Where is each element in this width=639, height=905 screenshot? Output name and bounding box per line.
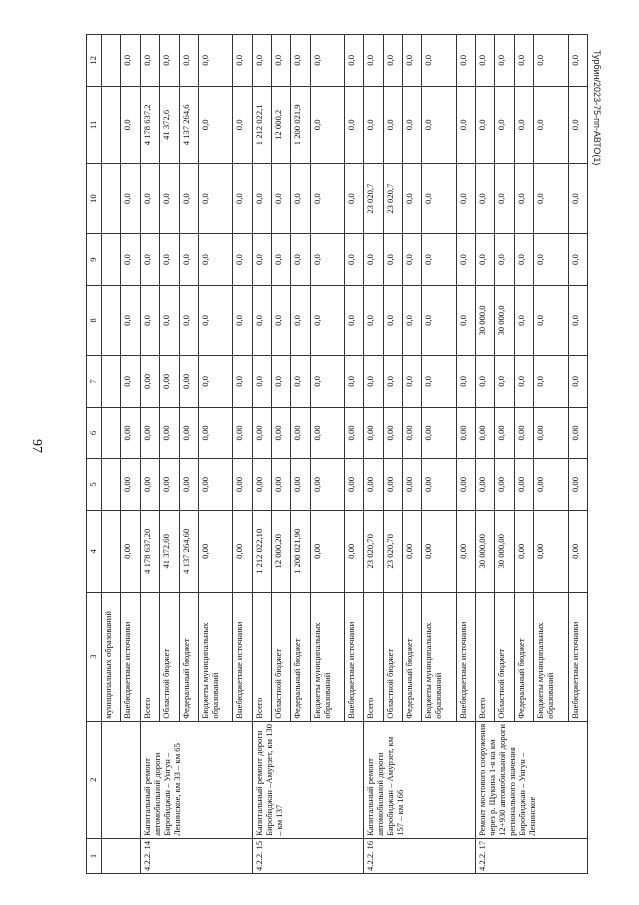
value-cell: 0,00 (456, 407, 475, 459)
value-cell: 0,00 (534, 459, 568, 511)
source-label: Федеральный бюджет (179, 592, 198, 721)
value-cell: 0,00 (233, 510, 252, 592)
table-viewport (86, 34, 588, 874)
value-cell: 0,0 (534, 234, 568, 286)
item-number: 4.2.2. 14 (140, 838, 252, 873)
value-cell (102, 510, 121, 592)
item-name: Капитальный ремонт дороги Биробиджан –Амурзет, км 130 – км 137 (252, 721, 364, 838)
value-cell: 0,00 (514, 510, 533, 592)
value-cell: 0,0 (403, 234, 422, 286)
value-cell: 0,0 (310, 285, 344, 355)
value-cell: 1 212 022,1 (252, 86, 271, 163)
value-cell: 0,0 (568, 86, 588, 163)
column-header: 8 (87, 285, 102, 355)
source-label: Внебюджетные источники (456, 592, 475, 721)
value-cell: 0,00 (568, 407, 588, 459)
value-cell: 23 020,70 (364, 510, 383, 592)
value-cell: 0,0 (121, 234, 140, 286)
value-cell: 0,00 (179, 356, 198, 408)
value-cell: 0,0 (160, 234, 179, 286)
column-header: 10 (87, 164, 102, 234)
source-label: Бюджеты муниципальных образований (310, 592, 344, 721)
value-cell: 0,0 (422, 356, 456, 408)
value-cell: 23 020,70 (383, 510, 402, 592)
value-cell: 0,00 (140, 356, 159, 408)
value-cell: 0,0 (456, 164, 475, 234)
value-cell: 0,0 (403, 356, 422, 408)
value-cell: 0,00 (233, 407, 252, 459)
source-label: Областной бюджет (383, 592, 402, 721)
value-cell: 4 178 637,20 (140, 510, 159, 592)
value-cell: 1 200 021,90 (291, 510, 310, 592)
value-cell: 0,0 (310, 234, 344, 286)
source-label: Областной бюджет (271, 592, 290, 721)
value-cell: 0,0 (476, 356, 495, 408)
value-cell: 0,0 (514, 234, 533, 286)
column-header: 9 (87, 234, 102, 286)
source-label: Всего (140, 592, 159, 721)
value-cell: 0,0 (310, 86, 344, 163)
source-label: Бюджеты муниципальных образований (198, 592, 232, 721)
item-name: Капитальный ремонт автомобильной дороги Биробиджан – Унгун –Ленинское, км 33 – км 65 (140, 721, 252, 838)
value-cell: 0,00 (456, 459, 475, 511)
value-cell: 0,0 (476, 86, 495, 163)
value-cell: 30 000,0 (495, 285, 514, 355)
value-cell: 0,0 (271, 164, 290, 234)
value-cell: 0,0 (291, 35, 310, 87)
value-cell: 0,0 (252, 356, 271, 408)
value-cell: 23 020,7 (383, 164, 402, 234)
value-cell: 0,00 (403, 510, 422, 592)
value-cell: 0,00 (476, 459, 495, 511)
value-cell: 0,00 (121, 510, 140, 592)
value-cell: 0,0 (403, 35, 422, 87)
source-label: Внебюджетные источники (344, 592, 363, 721)
value-cell: 0,0 (568, 285, 588, 355)
value-cell: 0,00 (568, 459, 588, 511)
document-code: Турбин/2023-75-пп-АВТО(1) (592, 50, 602, 166)
value-cell: 0,00 (514, 459, 533, 511)
value-cell: 0,0 (121, 356, 140, 408)
value-cell: 0,00 (121, 459, 140, 511)
value-cell: 0,0 (534, 356, 568, 408)
value-cell: 0,0 (140, 164, 159, 234)
value-cell: 0,0 (344, 234, 363, 286)
value-cell: 0,0 (291, 164, 310, 234)
source-label: Внебюджетные источники (233, 592, 252, 721)
value-cell: 0,00 (291, 407, 310, 459)
table-row (102, 35, 121, 874)
value-cell: 0,0 (514, 86, 533, 163)
value-cell: 1 200 021,9 (291, 86, 310, 163)
source-label: Областной бюджет (160, 592, 179, 721)
table-row (476, 35, 495, 874)
column-header: 2 (87, 721, 102, 838)
value-cell: 0,0 (179, 234, 198, 286)
value-cell: 0,0 (179, 285, 198, 355)
value-cell: 41 372,6 (160, 86, 179, 163)
budget-table (86, 34, 588, 874)
value-cell: 0,0 (476, 35, 495, 87)
value-cell: 0,0 (198, 86, 232, 163)
value-cell: 0,0 (495, 164, 514, 234)
value-cell: 0,0 (383, 285, 402, 355)
value-cell: 0,0 (495, 35, 514, 87)
value-cell: 0,00 (456, 510, 475, 592)
item-name: Ремонт мостового сооружения через р. Щукина 1-я на км 12+930 автомобильной дороги регионального значения Биробиджан – Унгун – Ленинское (476, 721, 588, 838)
value-cell: 0,0 (198, 35, 232, 87)
value-cell: 0,0 (422, 164, 456, 234)
value-cell: 0,0 (456, 86, 475, 163)
value-cell: 0,0 (364, 285, 383, 355)
value-cell: 0,0 (364, 356, 383, 408)
value-cell: 0,00 (476, 407, 495, 459)
value-cell: 0,00 (310, 510, 344, 592)
value-cell: 0,0 (364, 35, 383, 87)
item-number: 4.2.2. 15 (252, 838, 364, 873)
value-cell (102, 285, 121, 355)
source-label: Внебюджетные источники (121, 592, 140, 721)
value-cell: 0,0 (252, 285, 271, 355)
value-cell: 0,00 (403, 407, 422, 459)
value-cell: 0,0 (568, 234, 588, 286)
value-cell: 0,0 (233, 164, 252, 234)
source-label: Бюджеты муниципальных образований (422, 592, 456, 721)
source-label: Всего (252, 592, 271, 721)
column-header: 4 (87, 510, 102, 592)
column-header: 1 (87, 838, 102, 873)
value-cell: 0,0 (534, 35, 568, 87)
value-cell: 0,00 (160, 459, 179, 511)
value-cell: 0,0 (514, 164, 533, 234)
item-number: 4.2.2. 17 (476, 838, 588, 873)
value-cell: 4 137 264,6 (179, 86, 198, 163)
value-cell: 0,00 (310, 459, 344, 511)
value-cell: 0,0 (310, 356, 344, 408)
value-cell: 0,0 (252, 164, 271, 234)
value-cell: 0,0 (364, 234, 383, 286)
value-cell: 0,00 (198, 407, 232, 459)
value-cell: 0,0 (233, 356, 252, 408)
value-cell: 0,0 (514, 35, 533, 87)
column-header: 6 (87, 407, 102, 459)
value-cell: 0,0 (476, 234, 495, 286)
value-cell: 0,00 (422, 510, 456, 592)
value-cell: 0,0 (179, 164, 198, 234)
table-row (140, 35, 159, 874)
table-row (252, 35, 271, 874)
value-cell: 0,0 (252, 35, 271, 87)
value-cell (102, 164, 121, 234)
value-cell: 0,0 (383, 86, 402, 163)
value-cell: 0,0 (403, 164, 422, 234)
value-cell: 0,00 (310, 407, 344, 459)
source-label: Областной бюджет (495, 592, 514, 721)
value-cell: 0,0 (456, 35, 475, 87)
value-cell: 0,0 (403, 285, 422, 355)
value-cell: 0,0 (568, 164, 588, 234)
source-label: муниципальных образований (102, 592, 121, 721)
value-cell: 0,00 (344, 459, 363, 511)
value-cell: 0,0 (534, 285, 568, 355)
source-label: Всего (476, 592, 495, 721)
value-cell: 0,00 (495, 459, 514, 511)
value-cell: 0,0 (344, 164, 363, 234)
value-cell: 0,0 (271, 234, 290, 286)
value-cell: 0,0 (456, 285, 475, 355)
value-cell: 0,0 (121, 164, 140, 234)
value-cell: 0,0 (495, 356, 514, 408)
value-cell: 0,0 (179, 35, 198, 87)
value-cell: 0,0 (233, 285, 252, 355)
value-cell: 0,00 (198, 459, 232, 511)
value-cell: 0,0 (291, 285, 310, 355)
value-cell: 0,00 (179, 459, 198, 511)
column-header: 5 (87, 459, 102, 511)
value-cell: 0,0 (344, 86, 363, 163)
value-cell: 0,0 (198, 356, 232, 408)
value-cell: 0,0 (252, 234, 271, 286)
value-cell: 0,0 (233, 234, 252, 286)
value-cell: 0,0 (476, 164, 495, 234)
value-cell: 0,0 (121, 285, 140, 355)
value-cell: 0,0 (198, 285, 232, 355)
column-header: 7 (87, 356, 102, 408)
value-cell: 0,0 (403, 86, 422, 163)
value-cell: 0,00 (422, 407, 456, 459)
value-cell: 0,00 (534, 407, 568, 459)
value-cell: 0,0 (160, 285, 179, 355)
header-row (87, 35, 102, 874)
value-cell (102, 407, 121, 459)
value-cell: 0,0 (534, 86, 568, 163)
value-cell: 0,0 (198, 164, 232, 234)
value-cell: 12 000,20 (271, 510, 290, 592)
value-cell: 0,0 (568, 356, 588, 408)
value-cell: 0,00 (121, 407, 140, 459)
column-header: 11 (87, 86, 102, 163)
source-label: Федеральный бюджет (514, 592, 533, 721)
value-cell: 0,00 (568, 510, 588, 592)
value-cell: 0,00 (233, 459, 252, 511)
value-cell: 41 372,60 (160, 510, 179, 592)
value-cell: 0,00 (252, 459, 271, 511)
value-cell: 0,00 (160, 356, 179, 408)
value-cell: 0,0 (364, 86, 383, 163)
value-cell: 0,00 (344, 407, 363, 459)
source-label: Бюджеты муниципальных образований (534, 592, 568, 721)
value-cell: 0,0 (383, 234, 402, 286)
source-label: Внебюджетные источники (568, 592, 588, 721)
value-cell: 0,00 (534, 510, 568, 592)
value-cell: 4 137 264,60 (179, 510, 198, 592)
value-cell: 0,0 (121, 35, 140, 87)
value-cell: 0,0 (344, 35, 363, 87)
value-cell: 0,0 (291, 356, 310, 408)
column-header: 3 (87, 592, 102, 721)
column-header: 12 (87, 35, 102, 87)
value-cell: 0,0 (495, 86, 514, 163)
value-cell: 0,0 (422, 35, 456, 87)
value-cell: 12 000,2 (271, 86, 290, 163)
value-cell: 0,0 (422, 86, 456, 163)
value-cell: 0,00 (179, 407, 198, 459)
table-row (364, 35, 383, 874)
source-label: Всего (364, 592, 383, 721)
value-cell: 0,0 (534, 164, 568, 234)
value-cell: 0,0 (495, 234, 514, 286)
value-cell (102, 86, 121, 163)
value-cell: 0,0 (310, 164, 344, 234)
value-cell: 0,00 (252, 407, 271, 459)
value-cell: 0,00 (364, 459, 383, 511)
value-cell (102, 356, 121, 408)
value-cell: 30 000,00 (495, 510, 514, 592)
value-cell: 0,0 (514, 285, 533, 355)
value-cell: 0,00 (198, 510, 232, 592)
value-cell: 0,0 (422, 285, 456, 355)
value-cell: 0,0 (121, 86, 140, 163)
value-cell: 0,00 (422, 459, 456, 511)
value-cell: 0,00 (514, 407, 533, 459)
value-cell: 0,0 (160, 164, 179, 234)
value-cell: 0,0 (422, 234, 456, 286)
value-cell: 0,00 (383, 407, 402, 459)
value-cell: 0,00 (403, 459, 422, 511)
value-cell: 0,0 (140, 35, 159, 87)
value-cell: 0,00 (383, 459, 402, 511)
source-label: Федеральный бюджет (291, 592, 310, 721)
value-cell: 0,00 (271, 407, 290, 459)
value-cell: 4 178 637,2 (140, 86, 159, 163)
value-cell (102, 234, 121, 286)
value-cell: 23 020,7 (364, 164, 383, 234)
value-cell: 0,0 (456, 234, 475, 286)
value-cell: 30 000,00 (476, 510, 495, 592)
value-cell: 0,0 (233, 35, 252, 87)
value-cell: 0,0 (160, 35, 179, 87)
value-cell: 0,0 (233, 86, 252, 163)
value-cell: 0,00 (291, 459, 310, 511)
value-cell: 0,00 (364, 407, 383, 459)
page-number: 97 (29, 439, 44, 453)
value-cell (102, 459, 121, 511)
value-cell: 0,0 (383, 356, 402, 408)
value-cell: 0,0 (271, 35, 290, 87)
value-cell: 0,0 (271, 285, 290, 355)
value-cell: 1 212 022,10 (252, 510, 271, 592)
value-cell (102, 35, 121, 87)
value-cell: 0,0 (291, 234, 310, 286)
value-cell: 0,00 (271, 459, 290, 511)
value-cell: 30 000,0 (476, 285, 495, 355)
item-name: Капитальный ремонт автомобильной дороги Биробиджан – Амурзет, км 157 – км 166 (364, 721, 476, 838)
value-cell: 0,0 (383, 35, 402, 87)
value-cell: 0,0 (271, 356, 290, 408)
cell-number (102, 838, 141, 873)
source-label: Федеральный бюджет (403, 592, 422, 721)
value-cell: 0,0 (198, 234, 232, 286)
value-cell: 0,0 (344, 285, 363, 355)
value-cell: 0,00 (140, 407, 159, 459)
value-cell: 0,0 (140, 285, 159, 355)
item-number: 4.2.2. 16 (364, 838, 476, 873)
value-cell: 0,0 (456, 356, 475, 408)
value-cell: 0,0 (514, 356, 533, 408)
value-cell: 0,0 (140, 234, 159, 286)
value-cell: 0,0 (310, 35, 344, 87)
cell-name (102, 721, 141, 838)
value-cell: 0,0 (568, 35, 588, 87)
value-cell: 0,0 (344, 356, 363, 408)
value-cell: 0,00 (160, 407, 179, 459)
value-cell: 0,00 (495, 407, 514, 459)
value-cell: 0,00 (140, 459, 159, 511)
value-cell: 0,00 (344, 510, 363, 592)
